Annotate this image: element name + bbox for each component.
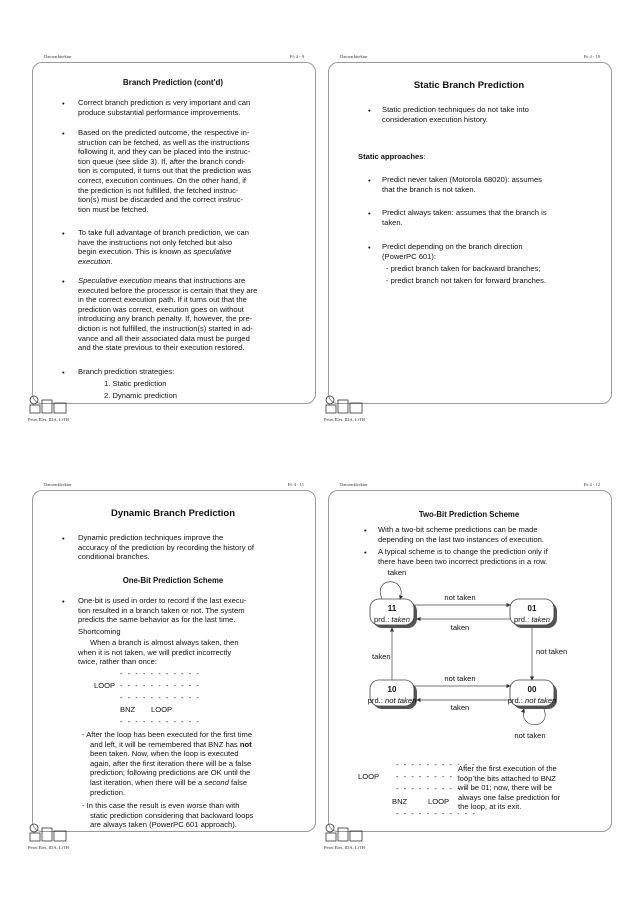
line: begin execution. This is known as speculative: [78, 247, 232, 257]
line: the prediction is not fulfilled, the fetched instruc-: [78, 185, 239, 195]
line: vance and all their associated data must be purged: [78, 333, 250, 343]
bnz-target: LOOP: [151, 705, 173, 714]
bullet-dot: •: [368, 106, 371, 115]
liu-logo-icon: [324, 394, 364, 414]
after-item-2: [82, 801, 314, 830]
state-00-pred: [508, 696, 557, 705]
state-01-bits: 01: [527, 604, 537, 613]
shortcoming-text: [78, 638, 308, 667]
strategy-item: 2. Dynamic prediction: [104, 390, 178, 400]
slide-title: Dynamic Branch Prediction: [110, 508, 236, 519]
edge-self-11: [380, 582, 401, 599]
label-self-11: taken: [387, 568, 407, 577]
code-separator: - - - - - - - - - - -: [120, 681, 201, 690]
bnz-instruction: BNZ: [392, 797, 408, 806]
label-00-to-10: taken: [450, 703, 470, 712]
footer-author: Petru Eles, IDA, LiTH: [324, 417, 365, 422]
approach-1: [382, 175, 602, 194]
loop-note: [458, 764, 608, 812]
line: prediction; following predictions are OK until the: [90, 768, 251, 778]
state-01-pred: [514, 615, 550, 624]
label-01-to-00: not taken: [536, 647, 568, 656]
liu-logo-icon: [28, 822, 68, 842]
line: there have been two incorrect predictions in a row.: [378, 556, 548, 566]
label-self-00: not taken: [514, 731, 546, 740]
pred-value: not taken: [385, 696, 417, 705]
bullet-dot: •: [368, 176, 371, 185]
header-left: Datorarkitektur: [340, 482, 368, 487]
line: in the correct execution path. If it turns out that the: [78, 295, 247, 305]
header-left: Datorarkitektur: [44, 54, 72, 59]
footer-author: Petru Eles, IDA, LiTH: [28, 845, 69, 850]
line: prediction was correct, execution goes on without: [78, 304, 244, 314]
line: always one false prediction for: [458, 792, 561, 802]
line: prediction.: [90, 787, 126, 797]
line: Static prediction techniques do not take into: [382, 105, 529, 114]
line: execution.: [78, 256, 113, 266]
line: taken.: [382, 217, 403, 227]
direction-item: - predict branch taken for backward branches;: [386, 264, 541, 273]
code-separator: - - - - - - - - - - -: [396, 784, 477, 793]
header-right: Fö 4 - 11: [287, 482, 304, 487]
line: are always taken (PowerPC 601 approach).: [90, 820, 237, 830]
slide-title: Branch Prediction (cont'd): [122, 78, 224, 87]
slide-two-bit-prediction: [320, 480, 620, 880]
code-separator: - - - - - - - - - - -: [396, 809, 477, 818]
line: Predict never taken (Motorola 68020): assumes: [382, 175, 542, 184]
bullet-1: [78, 98, 308, 117]
line: have the instructions not only fetched but also: [78, 237, 233, 247]
line: tion must be fetched.: [78, 204, 149, 214]
line: executed before the processor is certain that they are: [78, 285, 258, 295]
approaches-label-text: Static approaches: [358, 152, 424, 161]
slide-title: Static Branch Prediction: [413, 80, 525, 91]
state-diagram: [320, 480, 620, 880]
strategy-list: [104, 379, 177, 400]
line: To take full advantage of branch prediction, we can: [78, 228, 249, 237]
bullet-dot: •: [364, 526, 367, 535]
bullet-dot: •: [62, 129, 65, 138]
footer-author: Petru Eles, IDA, LiTH: [324, 845, 365, 850]
pred-value: not taken: [525, 696, 557, 705]
line: depending on the last two instances of execution.: [378, 534, 544, 544]
line: Speculative execution means that instructions are: [78, 276, 246, 285]
liu-logo-icon: [28, 394, 68, 414]
bullet-dot: •: [62, 99, 65, 108]
state-10-bits: 10: [387, 685, 397, 694]
state-11-bits: 11: [387, 604, 397, 613]
bullet-dot: •: [368, 243, 371, 252]
code-separator: - - - - - - - - - - -: [120, 669, 201, 678]
shortcoming-label: Shortcoming: [78, 627, 121, 636]
line: Based on the predicted outcome, the respective in-: [78, 128, 250, 137]
intro: [78, 533, 308, 562]
loop-label: LOOP: [94, 681, 116, 690]
line: With a two-bit scheme predictions can be made: [378, 525, 538, 534]
bullet-dot: •: [62, 597, 65, 606]
slide-static-branch-prediction: [320, 52, 620, 452]
bnz-instruction: BNZ: [120, 705, 136, 714]
line: struction can be fetched, as well as the instructions: [78, 137, 250, 147]
line: After the first execution of the: [458, 764, 557, 773]
line: predicts the same behavior as for the last time.: [78, 615, 236, 625]
state-00-bits: 00: [527, 685, 537, 694]
bullet-dot: •: [368, 209, 371, 218]
state-11-pred: [374, 615, 410, 624]
footer-author: Petru Eles, IDA, LiTH: [28, 417, 69, 422]
line: A typical scheme is to change the prediction only if: [378, 547, 548, 556]
line: - After the loop has been executed for the first time: [82, 730, 253, 739]
bullet-4: [78, 276, 310, 353]
after-item-1: [82, 730, 314, 797]
onebit-subtitle: One-Bit Prediction Scheme: [122, 576, 224, 585]
bullet-3: [78, 228, 308, 266]
pred-label: prd.:: [514, 615, 530, 624]
liu-logo-icon: [324, 822, 364, 842]
bullet-2: [78, 128, 308, 214]
line: tion(s) must be discarded and the correct instruc-: [78, 195, 244, 205]
pred-label: prd.:: [507, 696, 523, 705]
line: and left, it will be remembered that BNZ has not: [90, 739, 252, 749]
edge-self-00: [523, 709, 545, 725]
line: tion is computed, it turns out that the prediction was: [78, 166, 252, 176]
line: introducing any branch penalty. If, however, the pre-: [78, 314, 253, 324]
code-separator: - - - - - - - - - - -: [120, 693, 201, 702]
line: last iteration, when there will be a second false: [90, 777, 248, 787]
line: conditional branches.: [78, 552, 150, 562]
approaches-label: Static approaches:: [358, 152, 426, 161]
pred-value: taken: [531, 615, 550, 624]
line: when it is not taken, we will predict incorrectly: [78, 647, 232, 657]
line: accuracy of the prediction by recording the history of: [78, 542, 255, 552]
slide-branch-prediction-contd: [24, 52, 324, 452]
pred-label: prd.:: [367, 696, 383, 705]
label-10-to-11: taken: [372, 652, 391, 661]
line: the loop, at its exit.: [458, 802, 522, 812]
slide-dynamic-branch-prediction: [24, 480, 324, 880]
slide-title: Two-Bit Prediction Scheme: [418, 510, 520, 519]
header-left: Datorarkitektur: [340, 54, 368, 59]
line: Branch prediction strategies:: [78, 367, 175, 376]
line: When a branch is almost always taken, then: [90, 638, 239, 647]
line: (PowerPC 601):: [382, 251, 437, 261]
direction-item: - predict branch not taken for forward branches.: [386, 275, 546, 285]
line: tion queue (see slide 3). If, after the branch condi-: [78, 156, 246, 166]
pred-value: taken: [391, 615, 410, 624]
code-separator: - - - - - - - - - - -: [396, 772, 477, 781]
bullet-dot: •: [62, 534, 65, 543]
loop-label: LOOP: [358, 772, 380, 781]
approach-3: [382, 242, 602, 261]
header-left: Datorarkitektur: [44, 482, 72, 487]
line: static prediction considering that backward loops: [90, 810, 254, 820]
line: Correct branch prediction is very important and can: [78, 98, 251, 107]
bnz-target: LOOP: [428, 797, 450, 806]
strategy-item: 1. Static prediction: [104, 379, 167, 388]
line: will be 01; now, there will be: [458, 783, 553, 793]
line: again, after the first iteration there will be a false: [90, 758, 252, 768]
code-separator: - - - - - - - - - - -: [396, 760, 477, 769]
header-right: Fö 4 - 9: [289, 54, 304, 59]
line: Predict always taken: assumes that the branch is: [382, 208, 547, 217]
line: produce substantial performance improvements.: [78, 107, 241, 117]
approach-2: [382, 208, 602, 227]
line: Dynamic prediction techniques improve the: [78, 533, 224, 542]
line: twice, rather than once:: [78, 657, 157, 667]
header-right: Fö 4 - 10: [583, 54, 600, 59]
label-11-to-01: not taken: [444, 593, 476, 602]
line: One-bit is used in order to record if the last execu-: [78, 596, 247, 605]
line: Predict depending on the branch direction: [382, 242, 523, 251]
line: tion resulted in a branch taken or not. The system: [78, 605, 245, 615]
bullet-dot: •: [62, 277, 65, 286]
onebit-text: [78, 596, 308, 625]
line: diction is not fulfilled, the instruction(s) started in ad-: [78, 323, 253, 333]
line: that the branch is not taken.: [382, 184, 476, 194]
bullet-5: [78, 367, 308, 377]
bullet-dot: •: [62, 368, 65, 377]
line: loop the bits attached to BNZ: [458, 773, 556, 783]
line: been taken. Now, when the loop is executed: [90, 749, 239, 759]
line: and the state previous to their execution restored.: [78, 343, 245, 353]
header-right: Fö 4 - 12: [583, 482, 600, 487]
line: correct, execution continues. On the other hand, if: [78, 175, 247, 185]
bullet-dot: •: [62, 229, 65, 238]
bullet-dot: •: [364, 548, 367, 557]
line: - In this case the result is even worse than with: [82, 801, 240, 810]
label-10-to-00: not taken: [444, 674, 476, 683]
code-separator: - - - - - - - - - - -: [120, 717, 201, 726]
intro: [382, 105, 602, 124]
line: consideration execution history.: [382, 114, 488, 124]
label-01-to-11: taken: [450, 623, 470, 632]
state-10-pred: [368, 696, 417, 705]
line: following it, and they can be placed into the instruc-: [78, 147, 251, 157]
direction-list: [386, 264, 611, 285]
pred-label: prd.:: [374, 615, 390, 624]
